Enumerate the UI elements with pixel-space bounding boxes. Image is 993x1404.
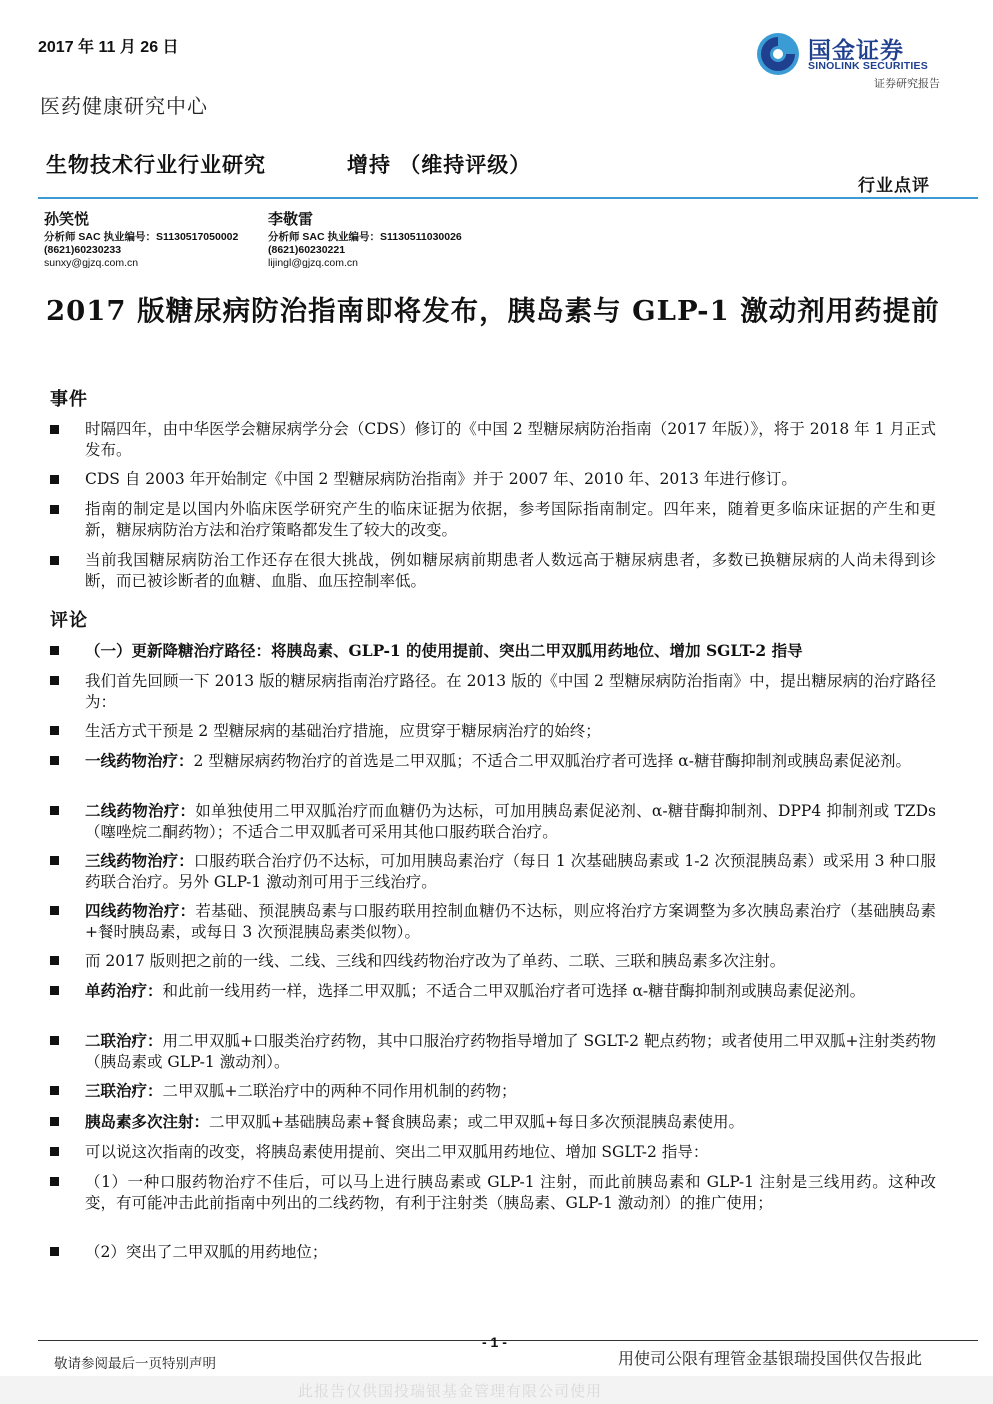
list-item-text: 当前我国糖尿病防治工作还存在很大挑战，例如糖尿病前期患者人数远高于糖尿病患者，多数已换糖尿病的人尚未得到诊断，而已被诊断者的血糖、血脂、血压控制率低。	[85, 551, 936, 590]
list-item	[50, 1030, 936, 1073]
list-item-text: 如单独使用二甲双胍治疗而血糖仍为达标，可加用胰岛素促泌剂、α-糖苷酶抑制剂、DPP4 抑制剂或 TZDs（噻唑烷二酮药物）；不适合二甲双胍者可采用其他口服药联合治疗。	[85, 802, 936, 841]
logo-subtitle: 证券研究报告	[874, 77, 940, 90]
analyst-name: 李敬雷	[268, 210, 314, 228]
list-item-bold: 三线药物治疗：	[85, 851, 194, 870]
report-title: 2017 版糖尿病防治指南即将发布，胰岛素与 GLP-1 激动剂用药提前	[46, 295, 940, 327]
company-logo	[756, 30, 946, 94]
list-item-bold: 四线药物治疗：	[85, 901, 196, 920]
list-item-text: 口服药联合治疗仍不达标，可加用胰岛素治疗（每日 1 次基础胰岛素或 1-2 次预混胰岛素）或采用 3 种口服药联合治疗。另外 GLP-1 激动剂可用于三线治疗。	[85, 852, 936, 891]
list-item	[50, 499, 936, 541]
list-item-text: 2 型糖尿病药物治疗的首选是二甲双胍；不适合二甲双胍治疗者可选择 α-糖苷酶抑制剂或胰岛素促泌剂。	[193, 752, 911, 770]
list-item	[50, 900, 936, 943]
bullet-icon	[50, 1177, 59, 1186]
list-item-text: 若基础、预混胰岛素与口服药联用控制血糖仍不达标，则应将治疗方案调整为多次胰岛素治疗（基础胰岛素+餐时胰岛素，或每日 3 次预混胰岛素类似物）。	[85, 902, 936, 941]
list-item-text: 而 2017 版则把之前的一线、二线、三线和四线药物治疗改为了单药、二联、三联和胰岛素多次注射。	[85, 952, 786, 970]
list-item	[50, 640, 936, 662]
list-item-text: 用二甲双胍+口服类治疗药物，其中口服治疗药物指导增加了 SGLT-2 靶点药物；或者使用二甲双胍+注射类药物（胰岛素或 GLP-1 激动剂）。	[85, 1032, 936, 1071]
analyst-phone: (8621)60230221	[268, 244, 346, 256]
bullet-icon	[50, 726, 59, 735]
section-heading-comment: 评论	[50, 610, 88, 631]
list-item	[50, 670, 936, 713]
analyst-card	[268, 208, 462, 270]
list-item-text: 和此前一线用药一样，选择二甲双胍；不适合二甲双胍治疗者可选择 α-糖苷酶抑制剂或胰岛素促泌剂。	[162, 982, 866, 1000]
bullet-icon	[50, 556, 59, 565]
list-item	[50, 720, 936, 742]
bullet-icon	[50, 806, 59, 815]
bullet-icon	[50, 1247, 59, 1256]
bullet-icon	[50, 425, 59, 434]
bullet-icon	[50, 956, 59, 965]
bullet-icon	[50, 756, 59, 765]
list-item-bold: 二联治疗：	[85, 1031, 163, 1050]
footer-divider	[38, 1340, 978, 1341]
list-item-text: 二甲双胍+二联治疗中的两种不同作用机制的药物；	[162, 1082, 517, 1100]
list-item-text: 指南的制定是以国内外临床医学研究产生的临床证据为依据，参考国际指南制定。四年来，随着更多临床证据的产生和更新，糖尿病防治方法和治疗策略都发生了较大的改变。	[85, 500, 936, 539]
list-item-text: （2）突出了二甲双胍的用药地位；	[85, 1243, 328, 1261]
list-item	[50, 800, 936, 843]
list-item	[50, 1111, 936, 1133]
list-item	[50, 1080, 936, 1102]
bullet-icon	[50, 1147, 59, 1156]
list-item-text: （1）一种口服药物治疗不佳后，可以马上进行胰岛素或 GLP-1 注射，而此前胰岛素和 GLP-1 注射是三线用药。这种改变，有可能冲击此前指南中列出的二线药物，有利于注射类（胰岛素、GLP-1 激动剂）的推广使用；	[85, 1173, 936, 1212]
list-item	[50, 550, 936, 592]
footer-reversed-notice: 用使司公限有理管金基银瑞投国供仅告报此	[618, 1349, 923, 1368]
logo-chinese-name: 国金证券	[808, 38, 904, 64]
list-item	[50, 980, 936, 1002]
analyst-email[interactable]: sunxy@gjzq.com.cn	[44, 257, 139, 269]
list-item-text: 可以说这次指南的改变，将胰岛素使用提前、突出二甲双胍用药地位、增加 SGLT-2 指导：	[85, 1143, 709, 1161]
bullet-icon	[50, 1117, 59, 1126]
bullet-icon	[50, 646, 59, 655]
department-name: 医药健康研究中心	[40, 94, 208, 118]
bullet-icon	[50, 505, 59, 514]
analyst-name: 孙笑悦	[44, 210, 90, 228]
report-date: 2017 年 11 月 26 日	[38, 39, 179, 56]
list-item-bold: （一）更新降糖治疗路径：将胰岛素、GLP-1 的使用提前、突出二甲双胍用药地位、增加 SGLT-2 指导	[85, 641, 803, 660]
bullet-icon	[50, 986, 59, 995]
list-item-text: CDS 自 2003 年开始制定《中国 2 型糖尿病防治指南》并于 2007 年、2010 年、2013 年进行修订。	[85, 470, 797, 488]
bullet-icon	[50, 676, 59, 685]
report-type: 行业点评	[858, 176, 930, 196]
list-item	[50, 850, 936, 893]
analyst-license: 分析师 SAC 执业编号：S1130511030026	[268, 231, 462, 243]
sinolink-logo-icon	[756, 32, 800, 76]
analyst-email[interactable]: lijingl@gjzq.com.cn	[268, 257, 359, 269]
list-item	[50, 950, 936, 972]
analyst-license: 分析师 SAC 执业编号：S1130517050002	[44, 231, 239, 243]
section-heading-event: 事件	[50, 389, 88, 410]
list-item-text: 二甲双胍+基础胰岛素+餐食胰岛素；或二甲双胍+每日多次预混胰岛素使用。	[209, 1113, 744, 1131]
bullet-icon	[50, 856, 59, 865]
header-divider	[38, 197, 978, 199]
list-item	[50, 1141, 936, 1163]
list-item-bold: 二线药物治疗：	[85, 801, 196, 820]
bullet-icon	[50, 1086, 59, 1095]
list-item-bold: 一线药物治疗：	[85, 751, 194, 770]
list-item-bold: 胰岛素多次注射：	[85, 1112, 210, 1131]
list-item-text: 我们首先回顾一下 2013 版的糖尿病指南治疗路径。在 2013 版的《中国 2 型糖尿病防治指南》中，提出糖尿病的治疗路径为：	[85, 672, 936, 711]
bullet-icon	[50, 1036, 59, 1045]
list-item-bold: 三联治疗：	[85, 1081, 163, 1100]
sector-title: 生物技术行业行业研究	[46, 152, 266, 177]
list-item	[50, 1241, 936, 1263]
bullet-icon	[50, 906, 59, 915]
page-number: - 1 -	[482, 1334, 507, 1350]
list-item-bold: 单药治疗：	[85, 981, 163, 1000]
list-item-text: 时隔四年，由中华医学会糖尿病学分会（CDS）修订的《中国 2 型糖尿病防治指南（2017 年版）》，将于 2018 年 1 月正式发布。	[85, 420, 936, 459]
list-item	[50, 469, 936, 490]
rating-label: 增持 （维持评级）	[347, 152, 532, 177]
bullet-icon	[50, 475, 59, 484]
list-item	[50, 419, 936, 461]
list-item	[50, 1171, 936, 1214]
list-item	[50, 750, 936, 772]
analyst-phone: (8621)60230233	[44, 244, 122, 256]
watermark-text: 此报告仅供国投瑞银基金管理有限公司使用	[298, 1382, 603, 1400]
list-item-text: 生活方式干预是 2 型糖尿病的基础治疗措施，应贯穿于糖尿病治疗的始终；	[85, 722, 601, 740]
analyst-card	[44, 208, 238, 270]
footer-disclaimer: 敬请参阅最后一页特别声明	[54, 1356, 216, 1372]
logo-english-name: SINOLINK SECURITIES	[808, 60, 928, 72]
